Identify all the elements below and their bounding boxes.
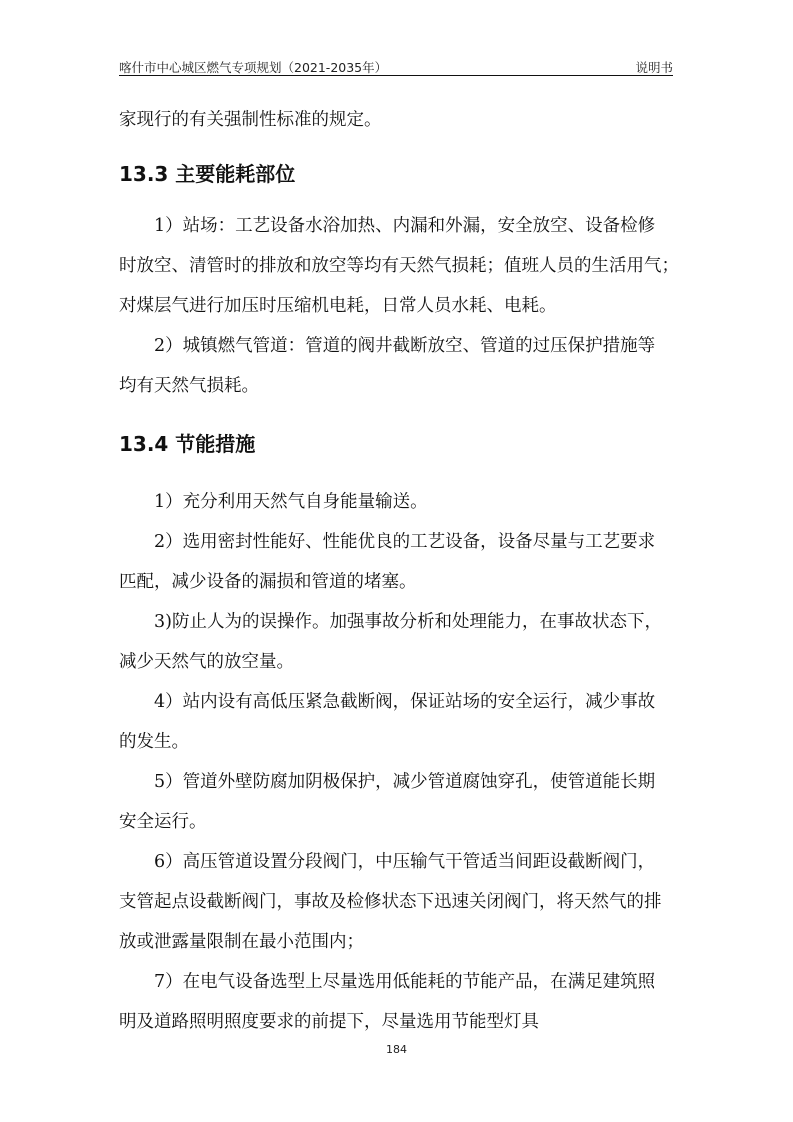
paragraph-line: 1）站场：工艺设备水浴加热、内漏和外漏，安全放空、设备检修 — [154, 216, 656, 236]
section-heading-13-3: 13.3 主要能耗部位 — [119, 162, 296, 186]
page-body — [119, 100, 679, 1042]
paragraph-line: 的发生。 — [119, 732, 189, 752]
page-number: 184 — [386, 1043, 407, 1056]
intro-line: 家现行的有关强制性标准的规定。 — [119, 110, 382, 130]
paragraph-line: 均有天然气损耗。 — [119, 376, 259, 396]
paragraph-line: 1）充分利用天然气自身能量输送。 — [154, 492, 428, 512]
paragraph-line: 安全运行。 — [119, 812, 207, 832]
paragraph-line: 支管起点设截断阀门，事故及检修状态下迅速关闭阀门，将天然气的排 — [119, 892, 662, 912]
paragraph-line: 放或泄露量限制在最小范围内； — [119, 932, 364, 952]
energy-item-1 — [119, 206, 679, 326]
saving-item-2 — [119, 522, 679, 602]
saving-item-4 — [119, 682, 679, 762]
saving-item-1 — [119, 482, 679, 522]
saving-item-3 — [119, 602, 679, 682]
saving-item-7 — [119, 962, 679, 1042]
paragraph-line: 明及道路照明照度要求的前提下，尽量选用节能型灯具 — [119, 1012, 539, 1032]
paragraph-line: 对煤层气进行加压时压缩机电耗，日常人员水耗、电耗。 — [119, 296, 557, 316]
header-title: 喀什市中心城区燃气专项规划（2021-2035年） — [119, 60, 388, 75]
header-doc-type: 说明书 — [635, 60, 673, 75]
section-heading-13-4: 13.4 节能措施 — [119, 432, 256, 456]
energy-item-2 — [119, 326, 679, 406]
paragraph-line: 6）高压管道设置分段阀门，中压输气干管适当间距设截断阀门， — [154, 852, 656, 872]
paragraph-line: 2）城镇燃气管道：管道的阀井截断放空、管道的过压保护措施等 — [154, 336, 656, 356]
saving-item-6 — [119, 842, 679, 962]
header-rule — [119, 75, 673, 76]
paragraph-line: 减少天然气的放空量。 — [119, 652, 294, 672]
paragraph-line: 7）在电气设备选型上尽量选用低能耗的节能产品，在满足建筑照 — [154, 972, 656, 992]
page-header — [119, 56, 673, 76]
paragraph-line: 4）站内设有高低压紧急截断阀，保证站场的安全运行，减少事故 — [154, 692, 656, 712]
paragraph-line: 时放空、清管时的排放和放空等均有天然气损耗；值班人员的生活用气； — [119, 256, 679, 276]
paragraph-line: 3)防止人为的误操作。加强事故分析和处理能力，在事故状态下， — [154, 612, 662, 632]
paragraph-line: 2）选用密封性能好、性能优良的工艺设备，设备尽量与工艺要求 — [154, 532, 656, 552]
saving-item-5 — [119, 762, 679, 842]
paragraph-line: 5）管道外壁防腐加阴极保护，减少管道腐蚀穿孔，使管道能长期 — [154, 772, 656, 792]
paragraph-line: 匹配，减少设备的漏损和管道的堵塞。 — [119, 572, 417, 592]
